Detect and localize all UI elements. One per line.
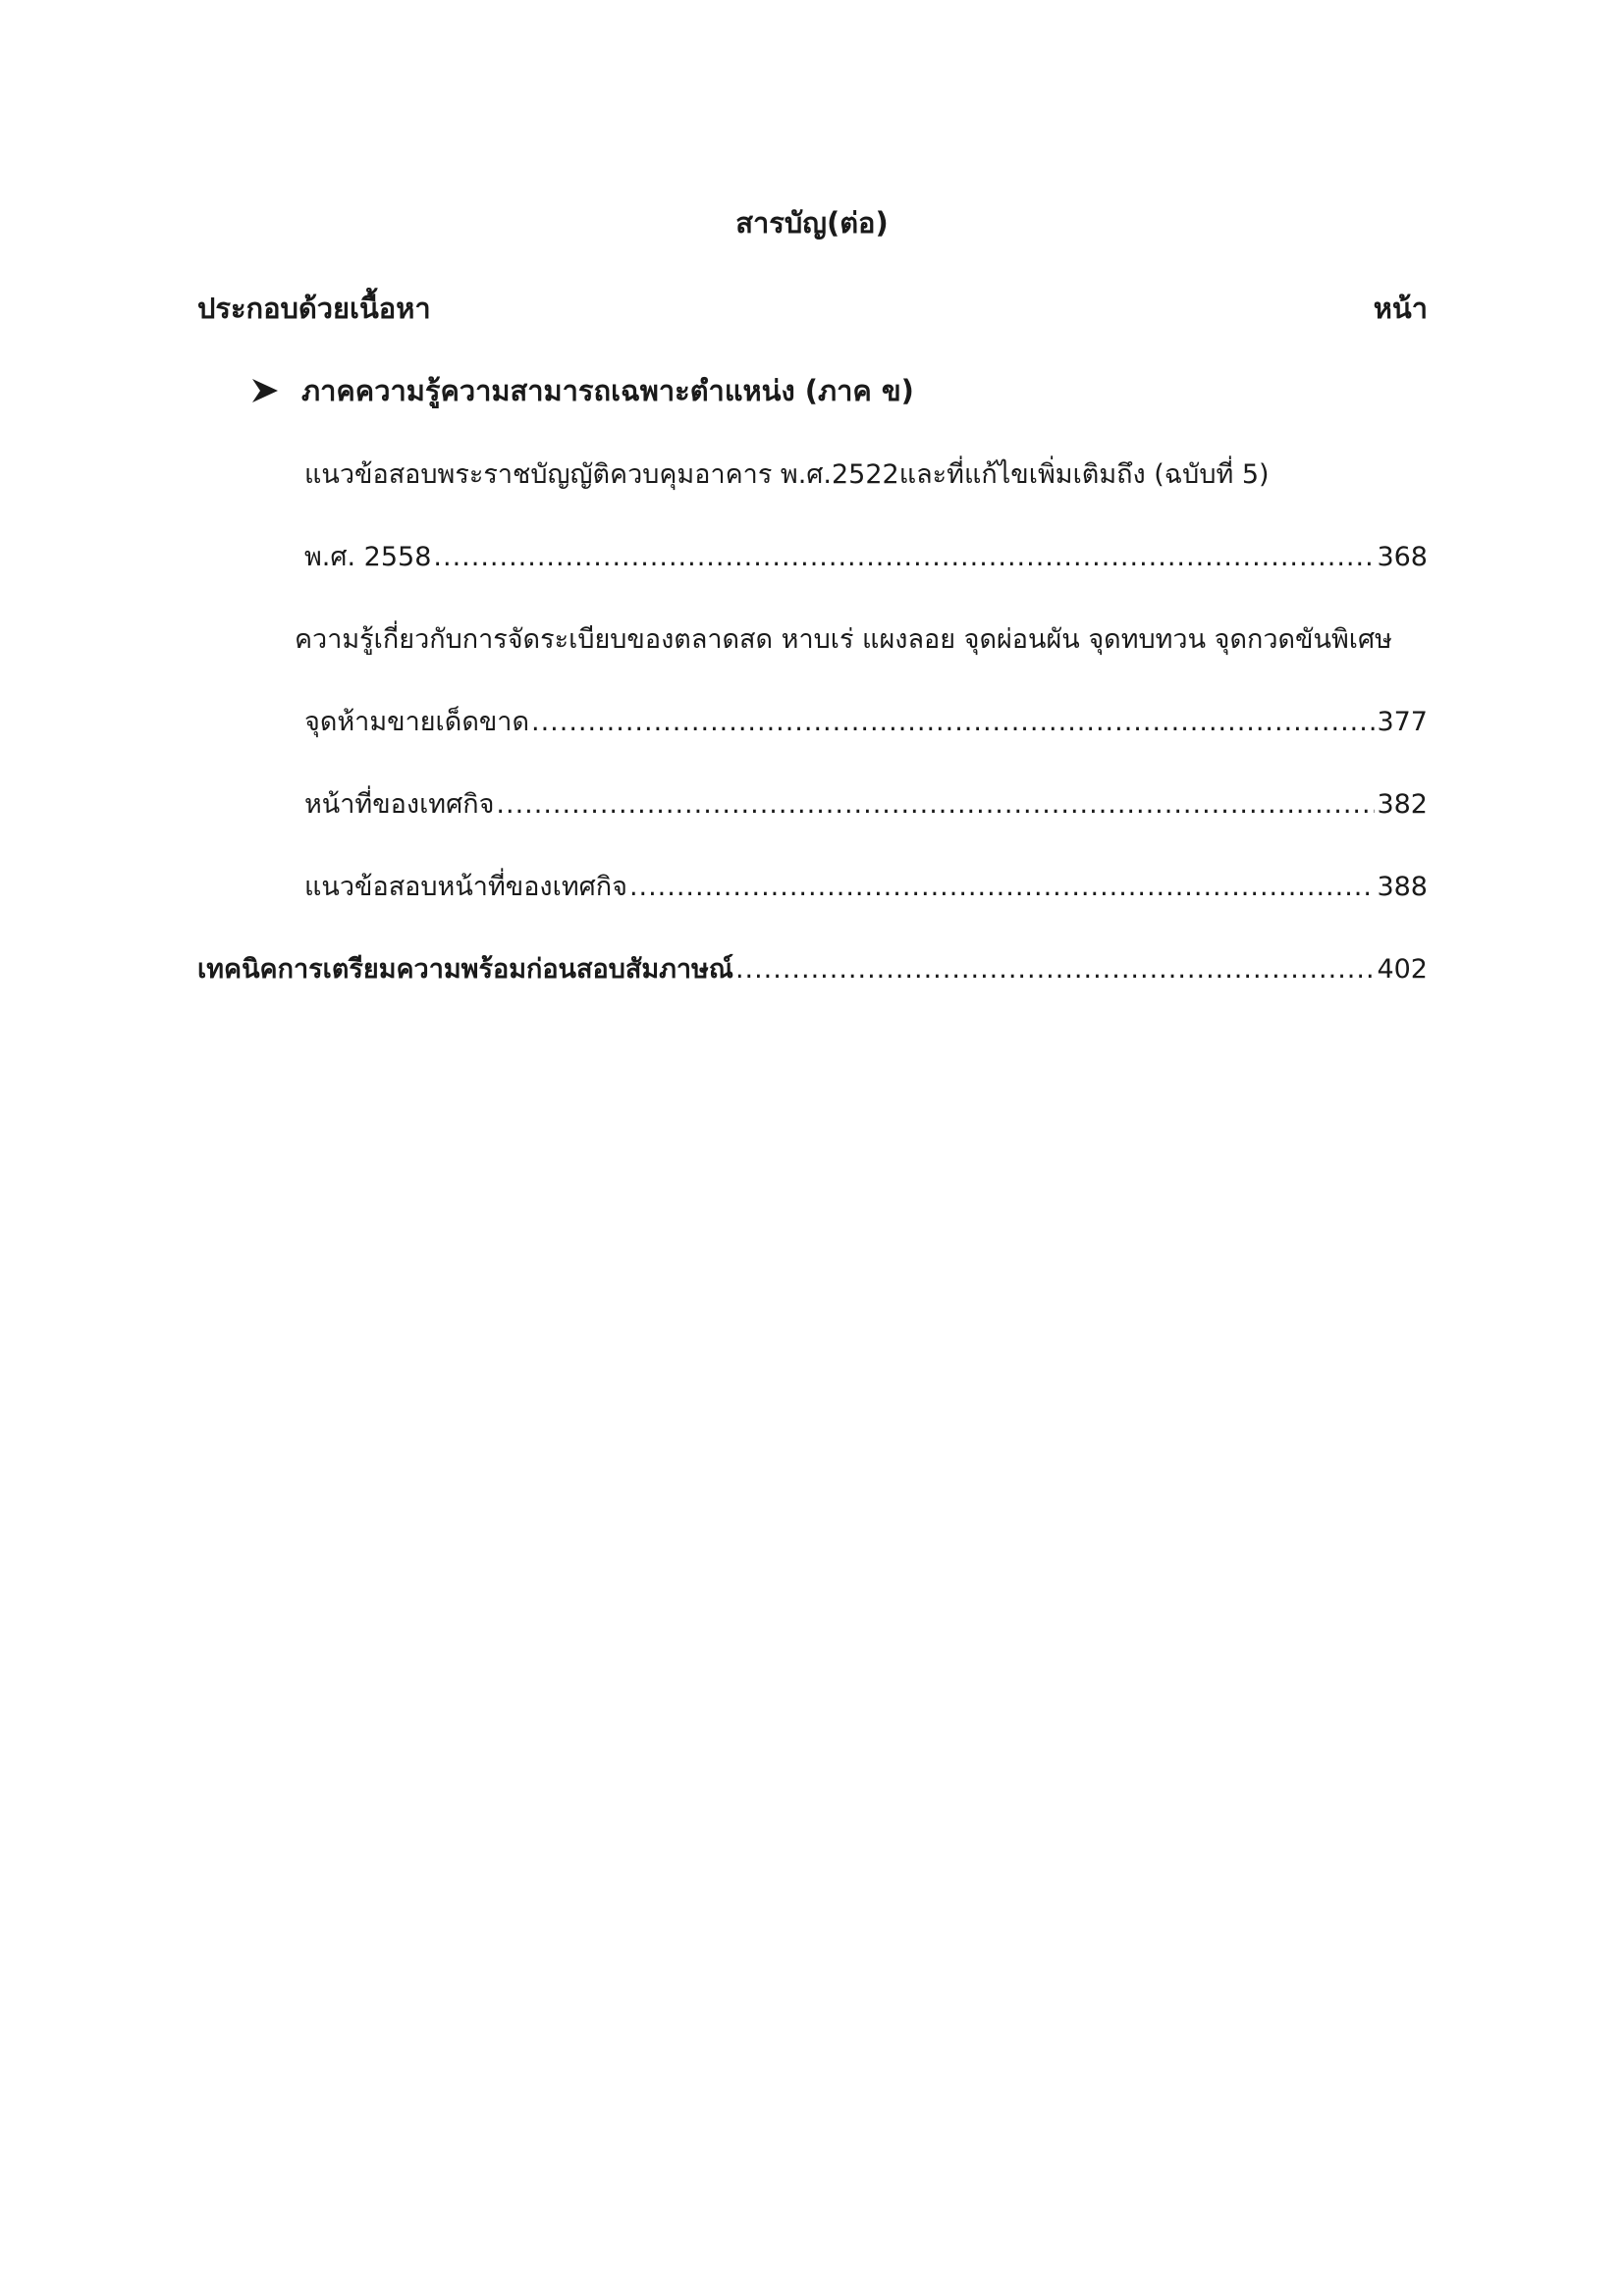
section-heading <box>250 369 914 412</box>
dot-leader <box>735 948 1376 991</box>
toc-entry <box>304 866 1428 909</box>
dot-leader <box>496 783 1375 827</box>
page-column-header: หน้า <box>1373 292 1428 325</box>
toc-entry-label: หน้าที่ของเทศกิจ <box>304 789 495 820</box>
section-heading-label: ภาคความรู้ความสามารถเฉพาะตำแหน่ง (ภาค ข) <box>301 374 914 407</box>
toc-entry-line: ความรู้เกี่ยวกับการจัดระเบียบของตลาดสด หาบเร่ แผงลอย จุดผ่อนผัน จุดทบทวน จุดกวดขันพิเศษ <box>295 624 1392 655</box>
toc-page-number: 402 <box>1377 954 1428 985</box>
toc-page-number: 388 <box>1377 872 1428 902</box>
toc-entry-label: เทคนิคการเตรียมความพร้อมก่อนสอบสัมภาษณ์ <box>197 954 733 985</box>
toc-page-number: 377 <box>1377 707 1428 737</box>
dot-leader <box>629 866 1376 909</box>
toc-entry-label: แนวข้อสอบหน้าที่ของเทศกิจ <box>304 872 627 902</box>
arrow-bullet-icon <box>250 377 280 404</box>
toc-entry <box>304 783 1428 827</box>
toc-page-number: 368 <box>1377 542 1428 572</box>
toc-entry <box>304 536 1428 579</box>
toc-entry <box>304 701 1428 744</box>
page-title: สารบัญ(ต่อ) <box>735 206 889 240</box>
contents-column-header: ประกอบด้วยเนื้อหา <box>197 292 431 325</box>
dot-leader <box>433 536 1375 579</box>
toc-entry-line: แนวข้อสอบพระราชบัญญัติควบคุมอาคาร พ.ศ.2522และที่แก้ไขเพิ่มเติมถึง (ฉบับที่ 5) <box>304 459 1270 490</box>
dot-leader <box>531 701 1375 744</box>
toc-entry-final <box>197 948 1428 991</box>
toc-page-number: 382 <box>1377 789 1428 820</box>
toc-entry-label: พ.ศ. 2558 <box>304 542 432 572</box>
toc-entry-label: จุดห้ามขายเด็ดขาด <box>304 707 529 737</box>
